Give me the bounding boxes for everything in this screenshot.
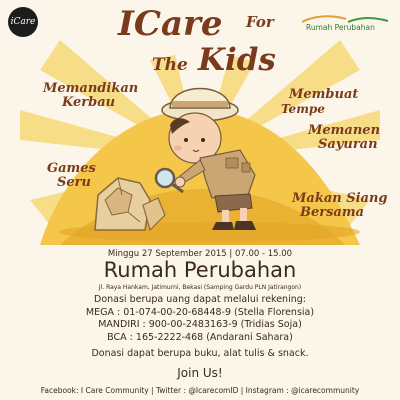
activity-games-line1: Games [47, 161, 96, 176]
social-media-handles: Facebook: I Care Community | Twitter : @IcarecomID | Instagram : @icarecommunity [40, 386, 360, 395]
headline-for: For [246, 13, 274, 31]
donation-mega: MEGA : 01-074-00-20-68448-9 (Stella Florensia) [85, 306, 315, 318]
activity-tempe-line2: Tempe [281, 102, 325, 116]
activity-makan-line1: Makan Siang [292, 191, 388, 206]
headline-the: The [152, 55, 188, 75]
activity-memandikan-line1: Memandikan [43, 81, 139, 96]
activity-memandikan-line2: Kerbau [62, 95, 116, 110]
activity-tempe-line1: Membuat [289, 87, 359, 102]
activity-sayuran-line1: Memanen [308, 123, 381, 138]
activity-sayuran-line2: Sayuran [318, 137, 378, 152]
activity-makan-line2: Bersama [300, 205, 365, 220]
headline-icare: ICare [118, 4, 223, 44]
donation-accounts [0, 294, 400, 344]
donation-goods: Donasi dapat berupa buku, alat tulis & snack. [91, 348, 309, 359]
venue-address: Jl. Raya Hankam, Jatimurni, Bekasi (Samping Gardu PLN Jatirangon) [98, 284, 302, 291]
event-date-time: Minggu 27 September 2015 | 07.00 - 15.00 [107, 249, 293, 259]
join-us: Join Us! [177, 366, 223, 380]
donation-mandiri: MANDIRI : 900-00-2483163-9 (Tridias Soja) [98, 319, 302, 330]
donation-intro: Donasi berupa uang dapat melalui rekening: [94, 294, 306, 305]
activity-games-line2: Seru [57, 175, 91, 190]
icare-logo [8, 7, 38, 37]
donation-bca: BCA : 165-2222-468 (Andarani Sahara) [107, 331, 293, 343]
icare-logo-text: iCare [10, 17, 36, 27]
rumah-perubahan-logo: Rumah Perubahan [306, 23, 375, 32]
headline-kids: Kids [198, 42, 276, 78]
venue-name: Rumah Perubahan [103, 258, 297, 282]
